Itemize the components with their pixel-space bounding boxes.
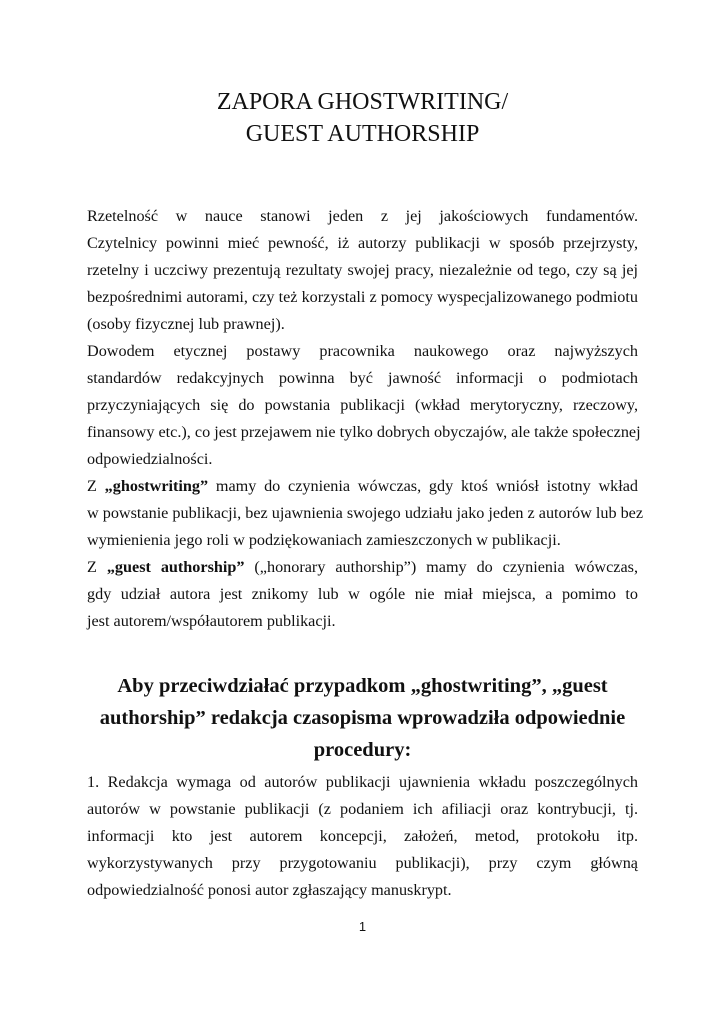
section-heading-line: procedury: xyxy=(313,739,412,761)
page-number: 1 xyxy=(358,919,367,934)
text-prefix: Z xyxy=(87,558,107,576)
text-line: autorów w powstanie publikacji (z podaniem ich afiliacji oraz kontrybucji, tj. xyxy=(87,800,638,818)
text-line: bezpośrednimi autorami, czy też korzystali z pomocy wyspecjalizowanego podmiotu xyxy=(87,288,638,306)
text-line: Dowodem etycznej postawy pracownika naukowego oraz najwyższych xyxy=(87,342,638,360)
text-line: (osoby fizycznej lub prawnej). xyxy=(87,315,285,333)
text-line: jest autorem/współautorem publikacji. xyxy=(87,612,336,630)
text-line: standardów redakcyjnych powinna być jawność informacji o podmiotach xyxy=(87,369,638,387)
text-rest: („honorary authorship”) mamy do czynienia wówczas, xyxy=(244,558,639,576)
text-line: przyczyniających się do powstania publikacji (wkład merytoryczny, rzeczowy, xyxy=(87,396,638,414)
text-line: Czytelnicy powinni mieć pewność, iż autorzy publikacji w sposób przejrzysty, xyxy=(87,234,638,252)
section-heading-line: Aby przeciwdziałać przypadkom „ghostwriting”, „guest xyxy=(117,675,608,697)
page-title xyxy=(0,86,725,150)
text-rest: mamy do czynienia wówczas, gdy ktoś wniósł istotny wkład xyxy=(208,477,639,495)
text-line: finansowy etc.), co jest przejawem nie tylko dobrych obyczajów, ale także społecznej xyxy=(87,423,641,441)
text-line: informacji kto jest autorem koncepcji, założeń, metod, protokołu itp. xyxy=(87,827,638,845)
title-line-2: GUEST AUTHORSHIP xyxy=(245,121,480,147)
term-ghostwriting: „ghostwriting” xyxy=(104,477,209,495)
text-line: rzetelny i uczciwy prezentują rezultaty swojej pracy, niezależnie od tego, czy są jej xyxy=(87,261,638,279)
text-line xyxy=(87,476,638,496)
text-line: wymienienia jego roli w podziękowaniach zamieszczonych w publikacji. xyxy=(87,531,561,549)
title-line-1: ZAPORA GHOSTWRITING/ xyxy=(216,89,509,115)
text-line: odpowiedzialność ponosi autor zgłaszający manuskrypt. xyxy=(87,881,452,899)
term-guest-authorship: „guest authorship” xyxy=(106,558,245,576)
text-prefix: Z xyxy=(87,477,105,495)
text-line: Rzetelność w nauce stanowi jeden z jej jakościowych fundamentów. xyxy=(87,207,638,225)
text-line: w powstanie publikacji, bez ujawnienia swojego udziału jako jeden z autorów lub bez xyxy=(87,504,644,522)
text-line: 1. Redakcja wymaga od autorów publikacji ujawnienia wkładu poszczególnych xyxy=(87,773,638,791)
text-line: gdy udział autora jest znikomy lub w ogóle nie miał miejsca, a pomimo to xyxy=(87,585,638,603)
text-line xyxy=(87,557,638,577)
text-line: odpowiedzialności. xyxy=(87,450,213,468)
section-heading-line: authorship” redakcja czasopisma wprowadziła odpowiednie xyxy=(99,707,626,729)
text-line: wykorzystywanych przy przygotowaniu publikacji), przy czym główną xyxy=(87,854,638,872)
